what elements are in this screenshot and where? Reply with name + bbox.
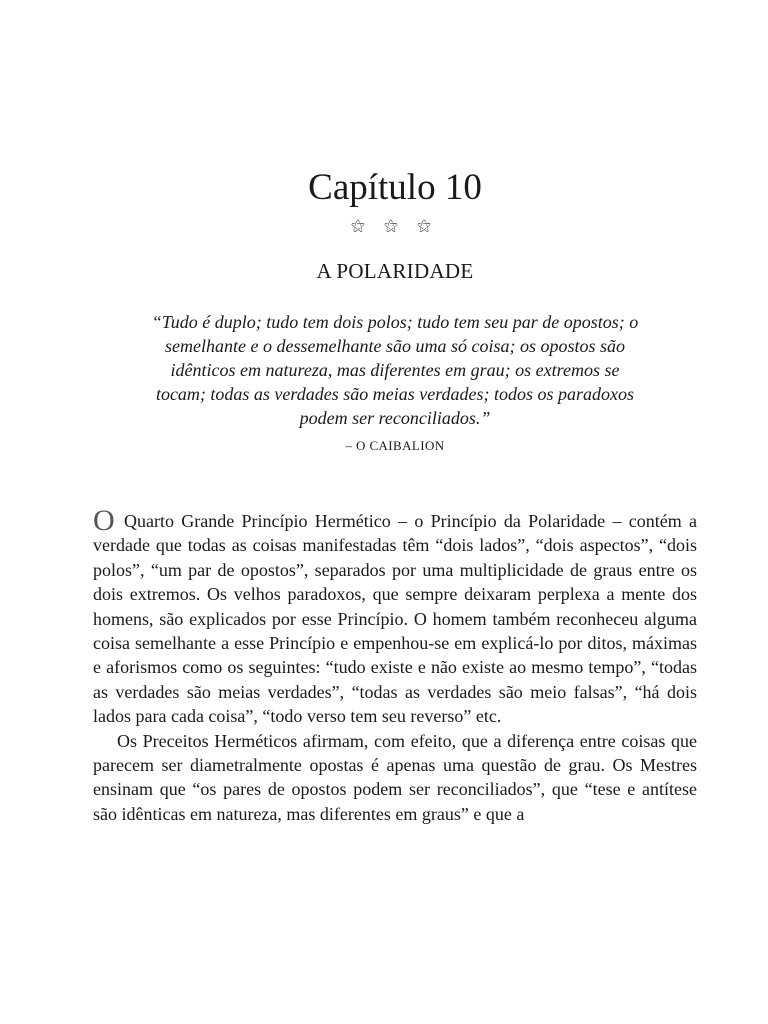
epigraph-attribution: – O CAIBALION: [345, 438, 445, 453]
section-title: A POLARIDADE: [316, 259, 474, 283]
ornament-stars-icon: ⚝ ⚝ ⚝: [351, 219, 439, 234]
paragraph-2: Os Preceitos Herméticos afirmam, com efeito, que a diferença entre coisas que parecem ser diametralmente opostas é apenas uma questão de grau. Os Mestres ensinam que “os pares de opostos podem ser reconciliados”, que “tese e antítese são idênticas em natureza, mas diferentes em graus” e que a: [93, 730, 697, 824]
body-text: [93, 504, 697, 826]
paragraph-1-text: Quarto Grande Princípio Hermético – o Princípio da Polaridade – contém a verdade que todas as coisas manifestadas têm “dois lados”, “dois aspectos”, “dois polos”, “um par de opostos”, separados por uma multiplicidade de graus entre os dois extremos. Os velhos paradoxos, que sempre deixaram perplexa a mente dos homens, são explicados por esse Princípio. O homem também reconheceu alguma coisa semelhante a esse Princípio e empenhou-se em explicá-lo por ditos, máximas e aforismos como os seguintes: “tudo existe e não existe ao mesmo tempo”, “todas as verdades são meias verdades”, “todas as verdades são meio falsas”, “há dois lados para cada coisa”, “todo verso tem seu reverso” etc.: [93, 511, 697, 727]
drop-cap: O: [93, 504, 115, 537]
paragraph-1: [93, 504, 697, 729]
epigraph-quote: “Tudo é duplo; tudo tem dois polos; tudo tem seu par de opostos; o semelhante e o dessemelhante são uma só coisa; os opostos são idênticos em natureza, mas diferentes em grau; os extremos se tocam; todas as verdades são meias verdades; todos os paradoxos podem ser reconciliados.”: [151, 312, 639, 428]
chapter-title: Capítulo 10: [308, 167, 482, 208]
